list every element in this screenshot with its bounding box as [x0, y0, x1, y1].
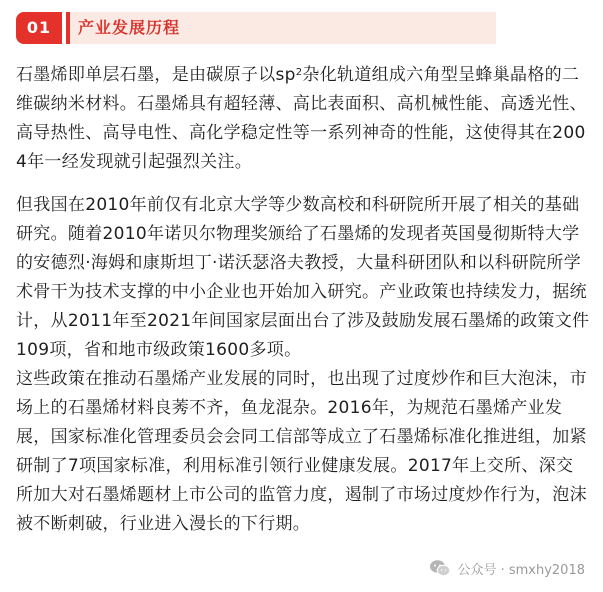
superscript: 2	[295, 67, 303, 78]
wechat-icon	[429, 559, 451, 577]
article-body	[16, 61, 590, 539]
paragraph-policy: 这些政策在推动石墨烯产业发展的同时，也出现了过度炒作和巨大泡沫，市场上的石墨烯材料良莠不齐，鱼龙混杂。2016年，为规范石墨烯产业发展，国家标准化管理委员会会同工信部等成立了石墨烯标准化推进组，加紧研制了7项国家标准，利用标准引领行业健康发展。2017年上交所、深交所加大对石墨烯题材上市公司的监管力度，遏制了市场过度炒作行为，泡沫被不断刺破，行业进入漫长的下行期。	[16, 369, 587, 534]
watermark	[429, 558, 585, 578]
paragraph-intro-text-b: 杂化轨道组成六角型呈蜂巢晶格的二维碳纳米材料。石墨烯具有超轻薄、高比表面积、高机械性能、高透光性、高导热性、高导电性、高化学稳定性等一系列神奇的性能，这使得其在2004年一经发现就引起强烈关注。	[16, 65, 587, 172]
paragraph-intro-text-a: 石墨烯即单层石墨，是由碳原子以sp	[16, 65, 296, 85]
watermark-text: 公众号 · smxhy2018	[457, 562, 585, 578]
paragraph-intro	[16, 61, 590, 177]
paragraph-research: 但我国在2010年前仅有北京大学等少数高校和科研院所开展了相关的基础研究。随着2010年诺贝尔物理奖颁给了石墨烯的发现者英国曼彻斯特大学的安德烈·海姆和康斯坦丁·诺沃瑟洛夫教授，大量科研团队和以科研院所学术骨干为技术支撑的中小企业也开始加入研究。产业政策也持续发力，据统计，从2011年至2021年间国家层面出台了涉及鼓励发展石墨烯的政策文件109项，省和地市级政策1600多项。	[16, 195, 590, 360]
section-number-badge: 01	[16, 12, 62, 44]
section-title: 产业发展历程	[78, 18, 181, 37]
section-header	[16, 12, 496, 44]
